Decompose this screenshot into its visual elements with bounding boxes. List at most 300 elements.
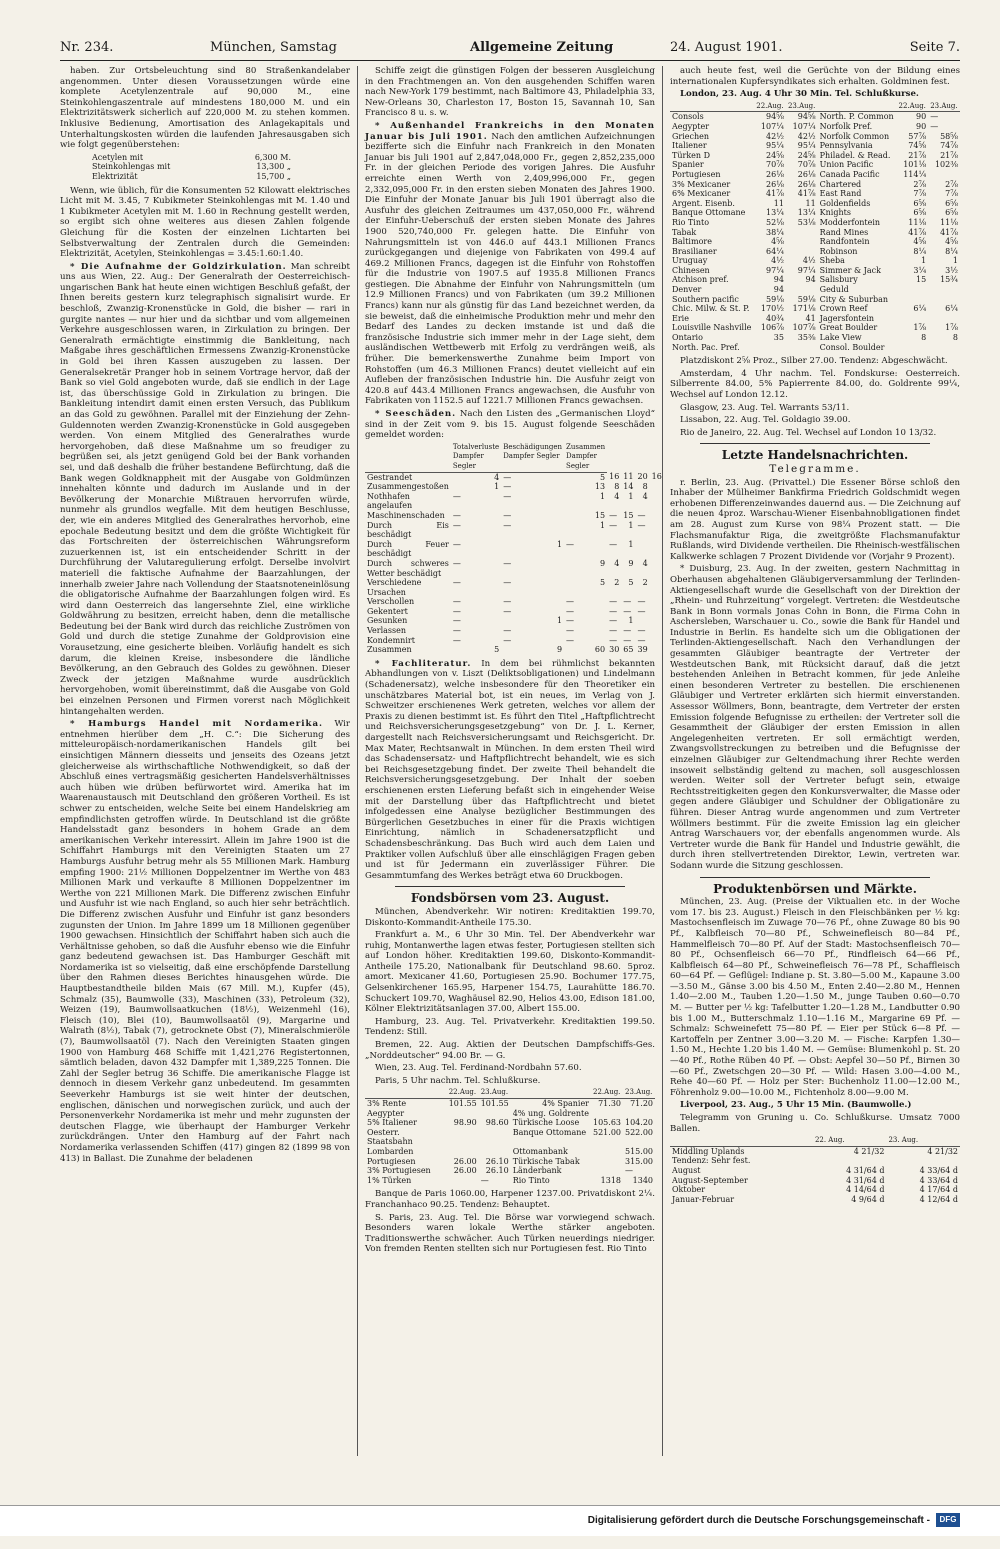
table-cell: — <box>566 635 575 645</box>
article-text: Nach den amtlichen Aufzeichnungen bezifferte sich die Einfuhr nach Frankreich in den Monaten Januar bis Juli 1901 auf 2,847,048,000 Fr., gegen 2,852,235,000 Fr. in der gleichen Periode des vorigen Jahres. Die Ausfuhr erreichte einen Werth von 2,409,996,000 Fr., gegen 2,332,095,000 Fr. in den ersten sieben Monaten des Jahres 1900. Die Einfuhr der Monate Januar bis Juli 1901 überragt also die Ausfuhr des gleichen Zeitraumes um 437,050,000 Fr., während der Einfuhr-Ueberschuß der ersten sieben Monate des Jahres 1900 520,740,000 Fr. gelegen hatte. Die Einfuhr von Nahrungsmitteln ist von 446.0 auf 443.1 Millionen Francs zurückgegangen und diejenige von Fabrikaten von 499.4 auf 469.2 Millionen Francs, dagegen ist die Einfuhr von Rohstoffen für die Industrie von 1907.5 auf 1935.8 Millionen Francs gestiegen. Die Abnahme der Einfuhr von Nahrungsmitteln (um 12.9 Millionen Francs) und von Fabrikaten (um 39.2 Millionen Francs) kann nur als günstig für das Land bezeichnet werden, da sie beweist, daß die einheimische Produktion mehr und mehr den Bedarf des Landes zu decken imstande ist und daß die französische Industrie sich immer mehr in der Lage sieht, dem ausländischen Wettbewerb mit Erfolg zu verdrängen weiß, als früher. Die bemerkenswerthe Zunahme beim Import von Rohstoffen (um 46.3 Millionen Francs) deutet vielleicht auf ein Aufleben der französischen Industrie hin. Die Ausfuhr zeigt von 420.8 auf 443.4 Millionen Francs angewachsen, die Ausfuhr von Fabrikaten von 1152.5 auf 1221.7 Millionen Francs gewachsen. <box>365 131 655 407</box>
table-row <box>670 180 960 190</box>
table-cell: 4⅝ <box>913 237 927 247</box>
table-cell: 53⅛ <box>797 217 816 227</box>
column-2 <box>365 66 662 1456</box>
table-row <box>365 540 664 559</box>
table-cell: 70⅞ <box>797 160 816 170</box>
table-cell: Aegypter <box>672 121 710 131</box>
table-cell: 94⅝ <box>797 112 816 122</box>
table-cell: 1 <box>600 520 606 530</box>
table-row <box>365 482 664 492</box>
table-cell: 104.20 <box>625 1118 653 1128</box>
table-row <box>670 199 960 209</box>
table-cell: Goldenfields <box>819 198 871 208</box>
table-cell: — <box>503 482 512 492</box>
table-row <box>365 511 664 521</box>
table-cell: Sheba <box>819 256 845 266</box>
table-cell: Oesterr. Staatsbahn <box>367 1127 413 1147</box>
table-cell: 95¼ <box>797 141 816 151</box>
table-cell: 41⅞ <box>797 189 816 199</box>
table-cell: 4 12/64 d <box>919 1194 958 1204</box>
table-cell <box>650 559 664 578</box>
table-cell: 4% Spanier <box>542 1099 589 1108</box>
table-cell: 59⅛ <box>797 294 816 304</box>
newspaper-page <box>60 36 960 1481</box>
table-cell: 11 <box>623 472 634 482</box>
table-cell: — <box>452 635 461 645</box>
table-cell: Chartered <box>819 179 862 189</box>
table-row <box>670 160 960 170</box>
table-row <box>670 285 960 295</box>
table-row <box>670 266 960 276</box>
table-cell: 14 <box>623 482 634 492</box>
table-cell: Zusammengestoßen <box>367 482 449 492</box>
table-cell: — <box>566 616 575 626</box>
table-row <box>365 1099 655 1109</box>
table-cell: — <box>503 597 512 607</box>
article-title: * Seeschäden. <box>375 409 457 419</box>
table-cell: Tendenz: Sehr fest. <box>672 1156 751 1166</box>
column-header: 22.Aug. <box>591 1088 623 1098</box>
table-row <box>365 1166 655 1176</box>
dfg-logo: DFG <box>936 1513 960 1527</box>
table-cell: Oktober <box>672 1185 706 1195</box>
column-header: 23.Aug. <box>928 102 960 112</box>
table-row <box>365 597 664 607</box>
table-cell: Canada Pacific <box>819 169 880 179</box>
table-cell: 4⅝ <box>771 237 784 247</box>
table-cell: — <box>609 597 618 607</box>
table-cell: — <box>566 626 575 636</box>
table-cell: 4½ <box>802 256 816 266</box>
table-cell: 4 <box>614 558 620 568</box>
table-cell: 11⅛ <box>908 217 927 227</box>
table-cell: 70⅞ <box>766 160 784 170</box>
table-cell <box>754 343 786 353</box>
table-cell: — <box>566 606 575 616</box>
divider <box>700 877 930 878</box>
table-row <box>365 492 664 511</box>
paragraph: Schiffe zeigt die günstigen Folgen der besseren Ausgleichung in den Frachtmengen an. Von den ausgehenden Schiffen waren nach New-York 179 bestimmt, nach Baltimore 43, Philadelphia 33, New-Orleans 30, Charleston 17, Boston 15, Savannah 10, San Francisco 8 u. s. w. <box>365 66 655 119</box>
table-cell: 1 <box>921 256 927 266</box>
table-cell: 20 <box>637 472 648 482</box>
table-cell <box>786 247 818 257</box>
table-cell: Gesunken <box>367 616 408 626</box>
column-header <box>365 1088 447 1098</box>
table-row <box>365 626 664 636</box>
table-cell: 94 <box>773 285 784 295</box>
table-cell <box>447 1176 479 1186</box>
table-cell: 15 <box>916 275 927 285</box>
table-cell: 74⅞ <box>940 141 958 151</box>
table-cell: Consol. Boulder <box>819 342 885 352</box>
table-cell: Knights <box>819 208 851 218</box>
table-row <box>670 208 960 218</box>
table-cell: — <box>452 626 461 636</box>
paragraph: auch heute fest, weil die Gerüchte von der Bildung eines internationalen Kupfersyndikates sich erhalten. Goldminen fest. <box>670 66 960 87</box>
table-cell: 15 <box>594 510 606 520</box>
report-frankfurt: Frankfurt a. M., 6 Uhr 30 Min. Tel. Der Abendverkehr war ruhig, Montanwerthe lagen etwas fester, Portugiesen stellten sich auf London höher. Kreditaktien 199.60, Diskonto-Kommandit-Antheile 175.20, Nationalbank für Deutschland 98.60. 5proz. amort. Mexicaner 41.60, Portugiesen 25.90. Bochumer 177.75, Gelsenkirchener 165.95, Harpener 154.75, Laurahütte 186.70. Schuckert 109.70, Waghäusel 82.90, Helios 43.00, Edison 181.00, Kölner Elektrizitätsanlagen 37.00, Albert 155.00. <box>365 930 655 1015</box>
section-title: Letzte Handelsnachrichten. <box>721 448 909 463</box>
cost-label: Steinkohlengas mit <box>92 162 171 172</box>
column-header: 23.Aug. <box>623 1088 655 1098</box>
report-hamburg: Hamburg, 23. Aug. Tel. Privatverkehr. Kreditaktien 199.50. Tendenz: Still. <box>365 1016 655 1038</box>
table-row <box>365 1157 655 1167</box>
table-cell: — <box>609 539 618 549</box>
table-row <box>90 153 293 163</box>
table-cell: 101⅛ <box>903 160 927 170</box>
table-row <box>670 314 960 324</box>
market-liverpool-sub: Telegramm von Gruning u. Co. Schlußkurse. Umsatz 7000 Ballen. <box>670 1113 960 1134</box>
table-cell: Salisbury <box>819 275 858 285</box>
cost-label: Elektrizität <box>92 171 138 181</box>
table-cell: — <box>930 121 939 131</box>
market-liverpool-title: Liverpool, 23. Aug., 5 Uhr 15 Min. (Baumwolle.) <box>680 1100 912 1111</box>
table-cell: Kondemnirt <box>367 635 415 645</box>
table-cell: 3¼ <box>913 265 927 275</box>
table-cell: Philadel. & Read. <box>819 150 891 160</box>
table-row <box>670 170 960 180</box>
table-cell: Türkische Loose <box>512 1118 580 1128</box>
table-row <box>670 1185 960 1195</box>
article-text: Wir entnehmen hierüber dem „H. C.“: Die Sicherung des mitteleuropäisch-nordamerikanischen Handels gilt bei einsichtigen Männern diesseits und jenseits des Ozeans jetzt gleicherweise als wirthschaftliche Nothwendigkeit, so daß der Abschluß eines vertragsmäßig gesicherten Handelsverhältnisses auch hüben wie drüben befürwortet wird. Amerika hat im Waarenaustausch mit Deutschland den größeren Vortheil. Es ist schwer zu entscheiden, welche Seite bei einem Handelskrieg am empfindlichsten getroffen würde. In Deutschland ist die größte Handelsstadt ganz besonders in hohem Grade an dem amerikanischen Verkehr interessirt. Allein im Jahre 1900 ist die Schiffahrt Hamburgs mit den Vereinigten Staaten um 27 Hamburgs Ausfuhr betrug mehr als 55 Millionen Mark. Hamburg empfing 1900: 21½ Millionen Doppelzentner im Werthe von 483 Millionen Mark und verkaufte 8 Millionen Doppelzentner im Werthe von 221 Millionen Mark. Die Differenz zwischen Einfuhr und Ausfuhr ist wie nach England, so auch hier sehr beträchtlich. Die Differenz zwischen Ausfuhr und Einfuhr ist ganz besonders zugunsten der Union. Im Jahre 1899 um 18 Millionen gegenüber 1900 gewachsen. Hinsichtlich der Schiffahrt haben sich auch die Verhältnisse gehoben, so daß die Ausfuhr ebenso wie die Einfuhr ganz bedeutend gewachsen ist. Das Hamburger Geschäft mit Nordamerika ist so vielseitig, daß eine erschöpfende Darstellung über den Rahmen dieses Berichtes hinausgehen würde. Die Hauptbestandtheile bilden Mais (67 Mill. M.), Kupfer (45), Schmalz (35), Baumwolle (33), Maschinen (33), Petroleum (32), Weizen (19), Baumwollsaatkuchen (18½), Weizenmehl (16), Fleisch (10), Blei (10), Baumwollsaatöl (9), Margarine und Walrath (8½), Tabak (7), getrocknete Obst (7), Mineralschmieröle (7), Baumwollsaatöl (7). Nach den Vereinigten Staaten gingen 1900 von Hamburg 468 Schiffe mit 1,421,276 Registertonnen, sämtlich beladen, davon 432 Dampfer mit 1,389,225 Tonnen. Die Zahl der Segler betrug 36 Schiffe. Die amerikanische Flagge ist dennoch in diesem Verkehr ganz unbedeutend. Im gesammten Seeverkehr Hamburgs ist sie weit hinter der deutschen, englischen, dänischen und norwegischen zurück, und auch der Personenverkehr Nordamerika ist mehr und mehr zugunsten der deutschen Flagge, wie überhaupt der Hamburger Verkehr zurückdrängen. Unter den Hamburg auf der Fahrt nach Nordamerika verlassenden Schiffen (417) gingen 82 (1899 98 von 413) in Ballast. Die Zunahme der beladenen <box>60 719 350 1164</box>
page-number: Seite 7. <box>909 40 960 55</box>
table-cell: Nothhafen angelaufen <box>367 491 413 511</box>
table-row <box>365 636 664 646</box>
column-header <box>670 1136 813 1146</box>
table-cell: 1 <box>628 616 634 626</box>
table-cell: Norfolk Pref. <box>819 121 873 131</box>
column-header: Zusammen Dampfer Segler <box>564 443 607 472</box>
table-cell: 52⅛ <box>766 217 784 227</box>
table-cell: 58⅝ <box>940 131 958 141</box>
table-cell: — <box>623 606 632 616</box>
table-row <box>365 607 664 617</box>
column-header: 23.Aug. <box>479 1088 511 1098</box>
table-row <box>90 162 293 172</box>
table-cell: Simmer & Jack <box>819 265 881 275</box>
table-cell: 8 <box>952 333 958 343</box>
table-cell <box>813 1156 887 1166</box>
table-cell: — <box>637 520 646 530</box>
table-cell: 24⅝ <box>766 150 784 160</box>
table-row <box>670 333 960 343</box>
table-cell: 5 <box>600 578 606 588</box>
table-cell: — <box>609 635 618 645</box>
table-cell <box>650 636 664 646</box>
table-row <box>670 1195 960 1205</box>
table-cell: 42½ <box>797 131 816 141</box>
article-text: Nach den Listen des „Germanischen Lloyd“ sind in der Zeit vom 9. bis 15. August folgende Seeschäden gemeldet worden: <box>365 409 656 441</box>
table-cell: Türkische Tabak <box>512 1156 580 1166</box>
table-cell: 1 <box>494 482 500 492</box>
table-cell: 4 <box>614 491 620 501</box>
table-row <box>365 559 664 578</box>
table-row <box>670 275 960 285</box>
table-cell: Durch Feuer beschädigt <box>367 539 449 559</box>
table-cell: — <box>503 491 512 501</box>
table-cell: 6⅝ <box>913 208 927 218</box>
table-cell: 42½ <box>766 131 784 141</box>
table-cell <box>897 343 929 353</box>
footer-credit: Digitalisierung gefördert durch die Deutsche Forschungsgemeinschaft - <box>587 1515 930 1526</box>
table-row <box>670 132 960 142</box>
table-row <box>670 237 960 247</box>
column-header: 23.Aug. <box>786 102 818 112</box>
table-cell: 16 <box>651 472 662 482</box>
table-cell <box>928 295 960 305</box>
table-cell: 11 <box>773 198 784 208</box>
table-cell: Uruguay <box>672 256 708 266</box>
table-row <box>90 172 293 182</box>
column-header: Totalverluste Dampfer Segler <box>451 443 501 472</box>
table-cell: 9 <box>600 558 606 568</box>
table-cell: Türken D <box>672 150 711 160</box>
report-paris-2: S. Paris, 23. Aug. Tel. Die Börse war vorwiegend schwach. Besonders waren lokale Werthe stärker angeboten. Traditionswerthe schwächer. Auch Türken neuerdings niedriger. Von fremden Renten stellten sich nur Portugiesen fest. Rio Tinto <box>365 1212 655 1255</box>
table-cell: East Rand <box>819 189 862 199</box>
table-cell: Robinson <box>819 246 858 256</box>
table-cell: Crown Reef <box>819 304 868 314</box>
column-header <box>511 1088 591 1098</box>
table-row <box>670 122 960 132</box>
paris-quote-table <box>365 1088 655 1185</box>
report-glasgow: Glasgow, 23. Aug. Tel. Warrants 53/11. <box>680 402 850 413</box>
table-cell: Norfolk Common <box>819 131 890 141</box>
table-cell: 13 <box>594 482 606 492</box>
table-cell <box>897 295 929 305</box>
table-cell: 4 14/64 d <box>846 1185 885 1195</box>
table-cell: 4 9/64 d <box>851 1194 885 1204</box>
table-cell: — <box>609 510 618 520</box>
table-cell: 26⅛ <box>766 179 784 189</box>
table-cell: — <box>637 597 646 607</box>
table-cell: 171⅛ <box>792 304 816 314</box>
table-cell: Spanier <box>672 160 704 170</box>
table-cell: Länderbank <box>512 1166 562 1176</box>
table-cell <box>650 511 664 521</box>
article-text: In dem bei rühmlichst bekannten Abhandlungen von v. Liszt (Deliktsobligationen) und Lindelmann (Schadenersatz), welche insbesondere für den Theoretiker ein unschätzbares Material bot, ist ein neues, im Verlag von J. Schweitzer erschienenes Werk getreten, welches vor allem der Praxis zu dienen bestimmt ist. Es führt den Titel „Haftpflichtrecht und Reichsversicherungsgesetzgebung“ von Dr. J. L. Kerner, dargestellt nach Reichsversicherungsamt und Reichsgericht. Dr. Max Mater, Rechtsanwalt in München. In dem ersten Theil wird das Schadensersatz- und Haftpflichtrecht behandelt, wie es sich bei Reichsgesetzgebung findet. Der zweite Theil behandelt die Reichsversicherungsgesetzgebung. Der Inhalt der soeben erschienenen ersten Lieferung befaßt sich in eingehender Weise mit der Darstellung über das Haftpflichtrecht und bietet infolgedessen eine Analyse bezüglicher Bestimmungen des Bürgerlichen Gesetzbuches in einer für die Praxis wichtigen Einrichtung, nämlich in Schadenersatzpflicht und Schadensbeschränkung. Das Buch wird auch dem Laien und Praktiker vollen Aufschluß über alle einschlägigen Fragen geben und ist für Jedermann ein zuverlässiger Führer. Die Gesammtumfang des Werkes beträgt etwa 60 Druckbogen. <box>365 658 655 881</box>
article-title: * Die Aufnahme der Goldzirkulation. <box>70 261 287 272</box>
table-row <box>670 228 960 238</box>
table-cell: 65 <box>623 645 634 655</box>
section-title: Produktenbörsen und Märkte. <box>713 881 917 896</box>
table-cell: 7⅞ <box>945 189 958 199</box>
table-cell <box>650 645 664 655</box>
table-cell: — <box>480 1175 489 1185</box>
table-row <box>365 645 664 655</box>
table-cell: — <box>623 635 632 645</box>
table-cell: 5% Italiener <box>367 1118 417 1128</box>
table-cell: 1⅞ <box>945 323 958 333</box>
report-wien: Wien, 23. Aug. Tel. Ferdinand-Nordbahn 57.60. <box>375 1063 582 1074</box>
table-cell: Aegypter <box>367 1108 405 1118</box>
article-france <box>365 121 655 407</box>
cost-table <box>90 153 293 182</box>
table-cell: 39 <box>637 645 648 655</box>
table-cell: 3% Mexicaner <box>672 179 731 189</box>
table-cell: — <box>637 510 646 520</box>
table-header-row <box>365 1088 655 1098</box>
table-cell: Pennsylvania <box>819 141 873 151</box>
column-header: 22.Aug. <box>897 102 929 112</box>
table-cell: Chinesen <box>672 265 710 275</box>
table-cell: Banque Ottomane <box>512 1127 587 1137</box>
table-cell: 1 <box>628 520 634 530</box>
table-cell: 170½ <box>760 304 784 314</box>
table-cell: 4 33/64 d <box>919 1165 958 1175</box>
table-cell: 105.63 <box>593 1118 621 1128</box>
table-cell: Gekentert <box>367 606 408 616</box>
table-cell: 98.60 <box>485 1118 509 1128</box>
cost-label: Acetylen mit <box>92 152 144 162</box>
report-paris-after: Banque de Paris 1060.00, Harpener 1237.00. Privatdiskont 2¼. Franchanhaco 90.25. Tendenz: Behauptet. <box>365 1189 655 1210</box>
news-berlin: r. Berlin, 23. Aug. (Privattel.) Die Essener Börse schloß den Inhaber der Mülheimer Bankfirma Friedrich Goldschmidt wegen erhobenen Differenzeinwandes dauernd aus. — Die Zeichnung auf die neuen 4proz. Warschau-Wiener Eisenbahnobligationen findet am 28. August zum Kurse von 98¼ Prozent statt. — Die Flachsmanufaktur Riga, die zweitgrößte Flachsmanufaktur Rußlands, wird Dividende vertheilen. Die Rheinisch-westfälischen Kalkwerke schlagen 7 Prozent Dividende vor (Vorjahr 9 Prozent). <box>670 477 960 562</box>
table-cell: — <box>637 626 646 636</box>
table-cell: 4⅝ <box>945 237 958 247</box>
table-cell: Southern pacific <box>672 294 739 304</box>
issue-date: 24. August 1901. <box>670 40 783 55</box>
table-cell: Ottomanbank <box>512 1146 568 1156</box>
table-cell: 26⅛ <box>797 169 816 179</box>
table-cell: — <box>452 520 461 530</box>
table-cell: 101.55 <box>448 1099 477 1108</box>
table-cell: 114¼ <box>903 169 927 179</box>
table-cell: 97¼ <box>797 265 816 275</box>
table-cell: — <box>452 539 461 549</box>
table-cell <box>650 626 664 636</box>
table-cell <box>897 285 929 295</box>
table-cell: — <box>623 626 632 636</box>
table-cell: 107⅞ <box>792 323 816 333</box>
table-cell: 8 <box>921 333 927 343</box>
table-cell: Verschollen <box>367 597 415 607</box>
table-cell: North. Pac. Pref. <box>672 342 740 352</box>
table-cell <box>447 1128 479 1147</box>
report-rio: Rio de Janeiro, 22. Aug. Tel. Wechsel auf London 10 13/32. <box>680 427 937 438</box>
table-cell: 71.30 <box>598 1099 621 1108</box>
table-cell: Great Boulder <box>819 323 878 333</box>
cost-value: 15,700 „ <box>256 171 291 181</box>
table-cell: 8¼ <box>913 246 927 256</box>
table-cell: 41⅞ <box>766 189 784 199</box>
table-cell: 1 <box>600 491 606 501</box>
table-row <box>365 521 664 540</box>
table-row <box>670 218 960 228</box>
table-cell: Maschinenschaden <box>367 510 445 520</box>
table-row <box>670 1156 960 1166</box>
table-row <box>670 247 960 257</box>
table-cell: 21⅞ <box>940 150 958 160</box>
table-cell: Januar-Februar <box>672 1194 735 1204</box>
table-cell: Atchison pref. <box>672 275 729 285</box>
table-cell <box>479 1128 511 1147</box>
article-title: * Außenhandel Frankreichs in den Monaten Januar bis Juli 1901. <box>365 120 655 142</box>
table-cell: 8 <box>642 482 648 492</box>
table-cell: 6¼ <box>913 304 927 314</box>
table-cell: — <box>623 597 632 607</box>
table-cell <box>786 343 818 353</box>
table-cell: — <box>637 635 646 645</box>
divider <box>700 443 930 444</box>
table-cell: 40¾ <box>766 313 784 323</box>
table-cell <box>786 237 818 247</box>
issue-number: Nr. 234. <box>60 40 114 55</box>
table-cell: — <box>503 510 512 520</box>
report-london-after: Platzdiskont 2⅝ Proz., Silber 27.00. Tendenz: Abgeschwächt. <box>680 356 948 367</box>
table-row <box>365 472 664 482</box>
table-cell: City & Suburban <box>819 294 889 304</box>
table-cell: August <box>672 1165 701 1175</box>
table-cell <box>650 482 664 492</box>
table-header-row <box>670 102 960 112</box>
table-cell: 60 <box>594 645 606 655</box>
table-cell: Consols <box>672 112 704 122</box>
table-cell: — <box>566 539 575 549</box>
table-cell: Jagersfontein <box>819 313 875 323</box>
table-cell: 6% Mexicaner <box>672 189 731 199</box>
report-paris-title: Paris, 5 Uhr nachm. Tel. Schlußkurse. <box>375 1075 541 1086</box>
table-cell: Griechen <box>672 131 710 141</box>
table-cell: 16 <box>609 472 620 482</box>
table-cell: — <box>452 606 461 616</box>
table-cell: 41 <box>805 313 816 323</box>
table-cell: 95¼ <box>766 141 784 151</box>
article-title: * Hamburgs Handel mit Nordamerika. <box>70 719 324 730</box>
table-cell: 94 <box>773 275 784 285</box>
table-cell: — <box>503 520 512 530</box>
table-cell: 522.00 <box>625 1127 653 1137</box>
article-literature <box>365 659 655 881</box>
report-london-title: London, 23. Aug. 4 Uhr 30 Min. Tel. Schlußkurse. <box>680 89 919 100</box>
table-cell: 15 <box>623 510 634 520</box>
table-cell: Tabak <box>672 227 697 237</box>
table-cell <box>928 285 960 295</box>
report-amsterdam: Amsterdam, 4 Uhr nachm. Tel. Fondskurse: Oesterreich. Silberrente 84.00, 5% Papierrente 84.00, do. Goldrente 99¼, Wechsel auf London 12.12. <box>670 368 960 400</box>
cost-value: 13,300 „ <box>256 162 291 172</box>
table-cell: Chic. Milw. & St. P. <box>672 304 750 314</box>
table-cell: 5 <box>628 578 634 588</box>
table-cell: — <box>452 510 461 520</box>
table-row <box>670 112 960 122</box>
table-row <box>365 1128 655 1147</box>
table-cell: 1 <box>556 539 563 549</box>
table-cell <box>623 1109 655 1119</box>
column-header: 22.Aug. <box>754 102 786 112</box>
table-cell: Gestrandet <box>367 472 413 482</box>
table-cell: 8¼ <box>945 246 958 256</box>
table-cell: 38¼ <box>766 227 784 237</box>
table-cell: Argent. Eisenb. <box>672 198 735 208</box>
table-cell: 97¼ <box>766 265 784 275</box>
table-cell: Geduld <box>819 285 849 295</box>
table-cell: — <box>625 1166 633 1176</box>
table-cell: — <box>452 491 461 501</box>
table-cell: — <box>609 616 618 626</box>
table-cell: — <box>452 578 461 588</box>
article-text: Man schreibt uns aus Wien, 22. Aug.: Der Generalrath der Oesterreichisch-ungarischen Bank hat heute einen wichtigen Beschluß gefaßt, der Ihnen bereits gestern kurz telegraphisch signalisirt wurde. Er beschloß, Zwanzig-Kronenstücke in Gold, die bisher — rari in gurgite nantes — nur hier und da sichtbar und vom allgemeinen Verkehre ausgeschlossen waren, in Zirkulation zu bringen. Der Generalrath ermächtigte einstimmig die Bankleitung, nach Maßgabe ihres geschäftlichen Ermessens Zwanzig-Kronenstücke in Gold bei ihren Kassen auszugeben zu lassen. Der Generalsekretär Pranger hob in seinem Vortrage hervor, daß der Bank so viel Gold angeboten wurde, daß sie endlich in der Lage ist, das überschüssige Gold in Zirkulation zu bringen. Die Bankleitung intendirt damit einen ersten Versuch, das Publikum an das Gold zu gewöhnen. Parallel mit der Einziehung der Zehn-Guldennoten werden Zwanzig-Kronenstücke in Gold ausgegeben werden. Von einem Mitglied des Generalrathes wurde hervorgehoben, daß diese Maßnahme um so freudiger zu begrüßen sei, als jetzt genügend Gold bei der Bank vorhanden sei, und daß deshalb die früher bestandene Befürchtung, daß die Bank wegen Goldknappheit mit der Ausgabe von Goldmünzen innehalten könnte und dadurch im Auslande und in der Bevölkerung der Monarchie Mißtrauen hervorrufen würde, nunmehr als grundlos wegfalle. Mit dem heutigen Beschlusse, der, wie ein anderes Mitglied des Generalrathes hervorhob, eine epochale Bedeutung besitzt und dem die größte Wichtigkeit für das Fortschreiten der österreichischen Währungsreform zuzuerkennen ist, ist ein entscheidender Schritt in der Durchführung der Valutaregulierung erfolgt. Derselbe involvirt materiell die faktische Aufnahme der Baarzahlungen, der innerhalb zweier Jahre nach Vollendung der Staatsnoteneinlösung die obligatorische Aufnahme der Baarzahlungen folgen wird. Es wird dann Oesterreich das langersehnte Ziel, eine wirkliche Goldwährung zu besitzen, erreicht haben, denn die metallische Bedeutung bei der Bank wird durch das reichliche Zuströmen von Gold und durch die stetige Zunahme der Goldprovision eine Vorausetzung, eine gesicherte bleiben. Vorläufig handelt es sich darum, die kleinen Kreise, insbesondere die ländliche Bevölkerung, an den Gebrauch des Goldes zu gewöhnen. Dieser Zweck der jetzigen Maßnahme wurde ausdrücklich hervorgehoben, womit übereinstimmt, daß die Ausgabe von Gold bei einzelnen Personen und Firmen vorerst nach Möglichkeit hintangehalten werden. <box>60 261 350 717</box>
table-cell: 94⅝ <box>766 112 784 122</box>
table-row <box>670 189 960 199</box>
table-cell: Verschiedene Ursachen <box>367 578 422 597</box>
table-cell <box>786 228 818 238</box>
column-3 <box>670 66 960 1456</box>
paragraph: haben. Zur Ortsbeleuchtung sind 80 Straßenkandelaber angenommen. Unter diesen Voraussetzungen würde eine komplete Acetylenzentrale auf 90,000 M., eine Steinkohlengaszentrale auf mindestens 180,000 M. und ein Elektrizitätswerk sicherlich auf 220,000 M. zu stehen kommen. Inklusive Bedienung, Amortisation des Anlagekapitals und Unterhaltungskosten würden die laufenden Jahresausgaben sich wie folgt gegenüberstehen: <box>60 66 350 151</box>
table-row <box>365 1176 655 1186</box>
table-cell: 8 <box>614 482 620 492</box>
column-header: 22. Aug. <box>813 1136 887 1146</box>
table-cell <box>479 1109 511 1119</box>
column-header: 22.Aug. <box>447 1088 479 1098</box>
